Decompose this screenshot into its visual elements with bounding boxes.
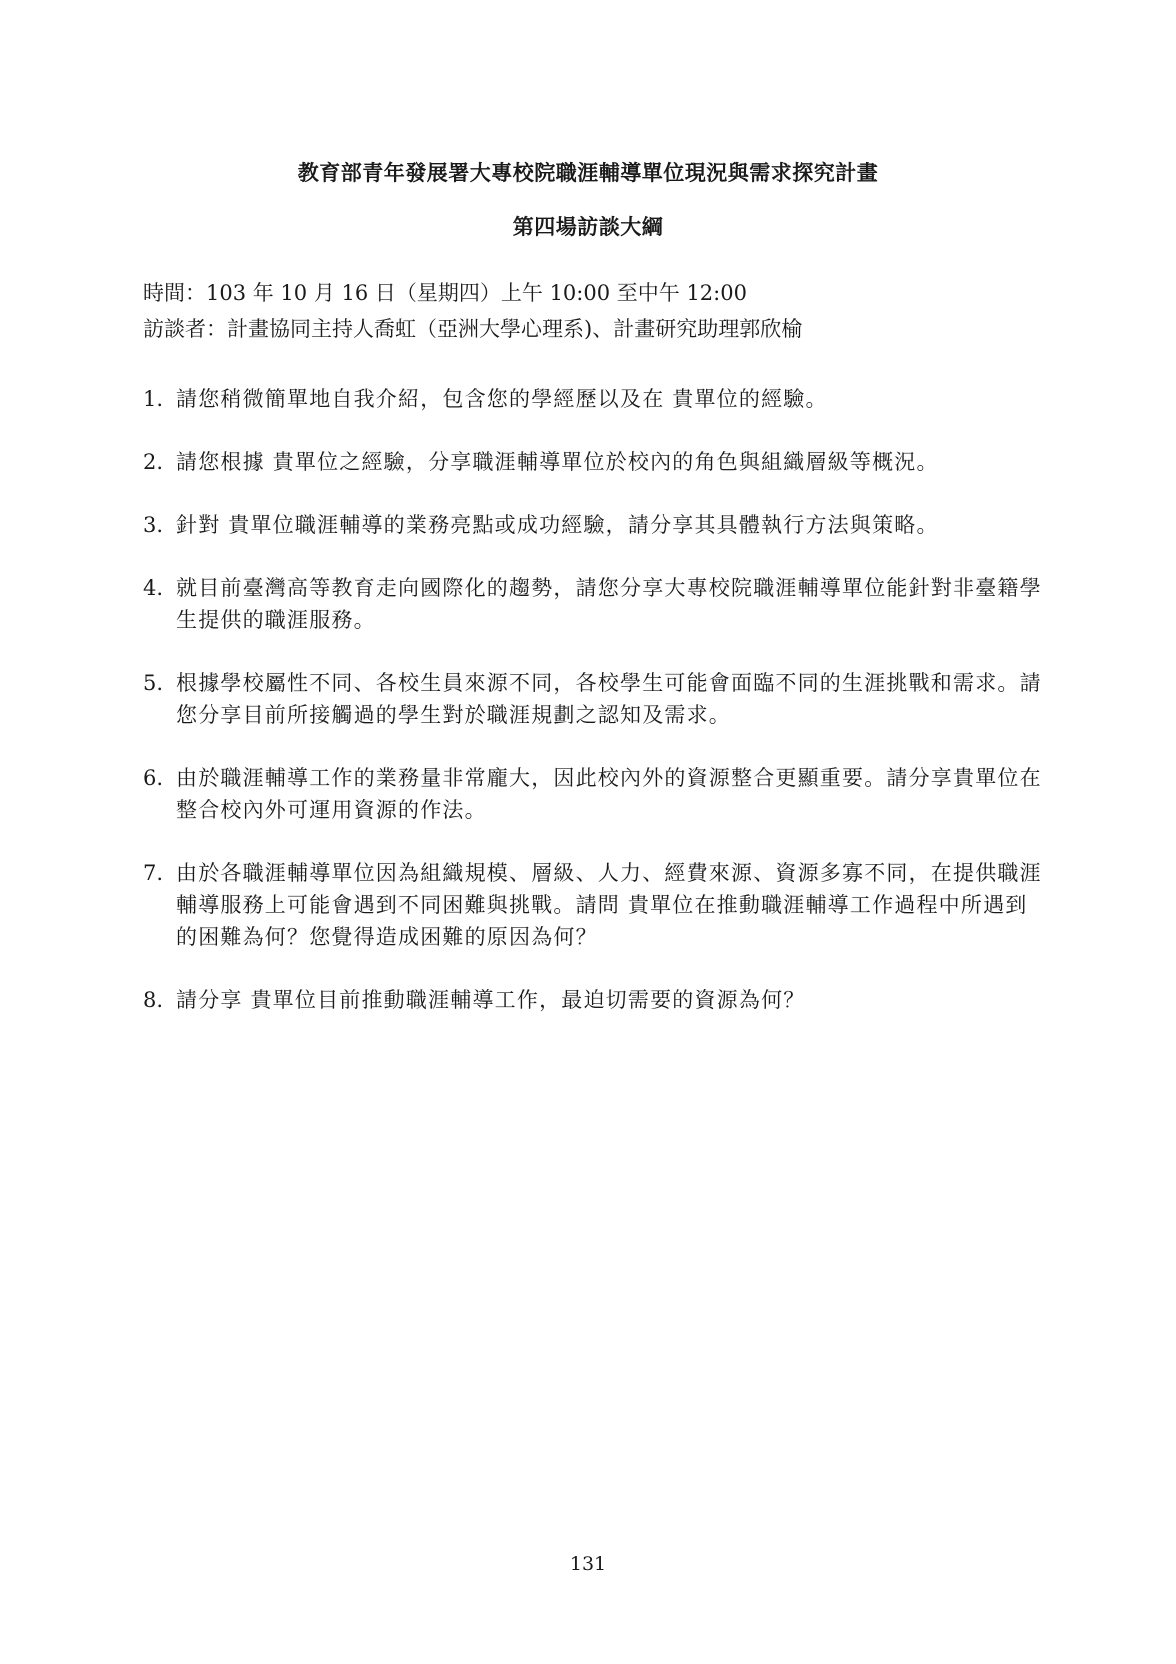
question-item — [143, 509, 1043, 541]
question-text: 由於職涯輔導工作的業務量非常龐大，因此校內外的資源整合更顯重要。請分享貴單位在整合校內外可運用資源的作法。 — [176, 766, 1042, 822]
question-number: 6. — [143, 766, 164, 790]
question-item — [143, 446, 1043, 478]
question-text: 針對 貴單位職涯輔導的業務亮點或成功經驗，請分享其具體執行方法與策略。 — [176, 513, 939, 537]
question-number: 5. — [143, 671, 164, 695]
interviewer-info: 訪談者：計畫協同主持人喬虹（亞洲大學心理系)、計畫研究助理郭欣榆 — [143, 317, 803, 341]
question-text: 根據學校屬性不同、各校生員來源不同，各校學生可能會面臨不同的生涯挑戰和需求。請您分享目前所接觸過的學生對於職涯規劃之認知及需求。 — [176, 671, 1042, 727]
question-number: 2. — [143, 450, 164, 474]
document-title: 教育部青年發展署大專校院職涯輔導單位現況與需求探究計畫 — [297, 160, 879, 185]
question-text: 由於各職涯輔導單位因為組織規模、層級、人力、經費來源、資源多寡不同，在提供職涯輔導服務上可能會遇到不同困難與挑戰。請問 貴單位在推動職涯輔導工作過程中所遇到的困難為何？您覺得造成困難的原因為何？ — [176, 861, 1042, 949]
interview-time: 時間：103 年 10 月 16 日（星期四）上午 10:00 至中午 12:00 — [143, 281, 747, 305]
question-item — [143, 857, 1043, 953]
question-number: 1. — [143, 387, 164, 411]
question-number: 3. — [143, 513, 164, 537]
question-item — [143, 667, 1043, 731]
question-text: 請您稍微簡單地自我介紹，包含您的學經歷以及在 貴單位的經驗。 — [176, 387, 828, 411]
page-number: 131 — [569, 1553, 607, 1575]
question-item — [143, 984, 1043, 1016]
question-text: 請分享 貴單位目前推動職涯輔導工作，最迫切需要的資源為何？ — [176, 988, 806, 1012]
question-number: 4. — [143, 576, 164, 600]
question-text: 請您根據 貴單位之經驗，分享職涯輔導單位於校內的角色與組織層級等概況。 — [176, 450, 939, 474]
question-number: 7. — [143, 861, 164, 885]
question-text: 就目前臺灣高等教育走向國際化的趨勢，請您分享大專校院職涯輔導單位能針對非臺籍學生提供的職涯服務。 — [176, 576, 1042, 632]
question-number: 8. — [143, 988, 164, 1012]
question-item — [143, 762, 1043, 826]
question-list — [143, 383, 1043, 1047]
document-subtitle: 第四場訪談大綱 — [512, 214, 664, 239]
question-item — [143, 383, 1043, 415]
question-item — [143, 572, 1043, 636]
